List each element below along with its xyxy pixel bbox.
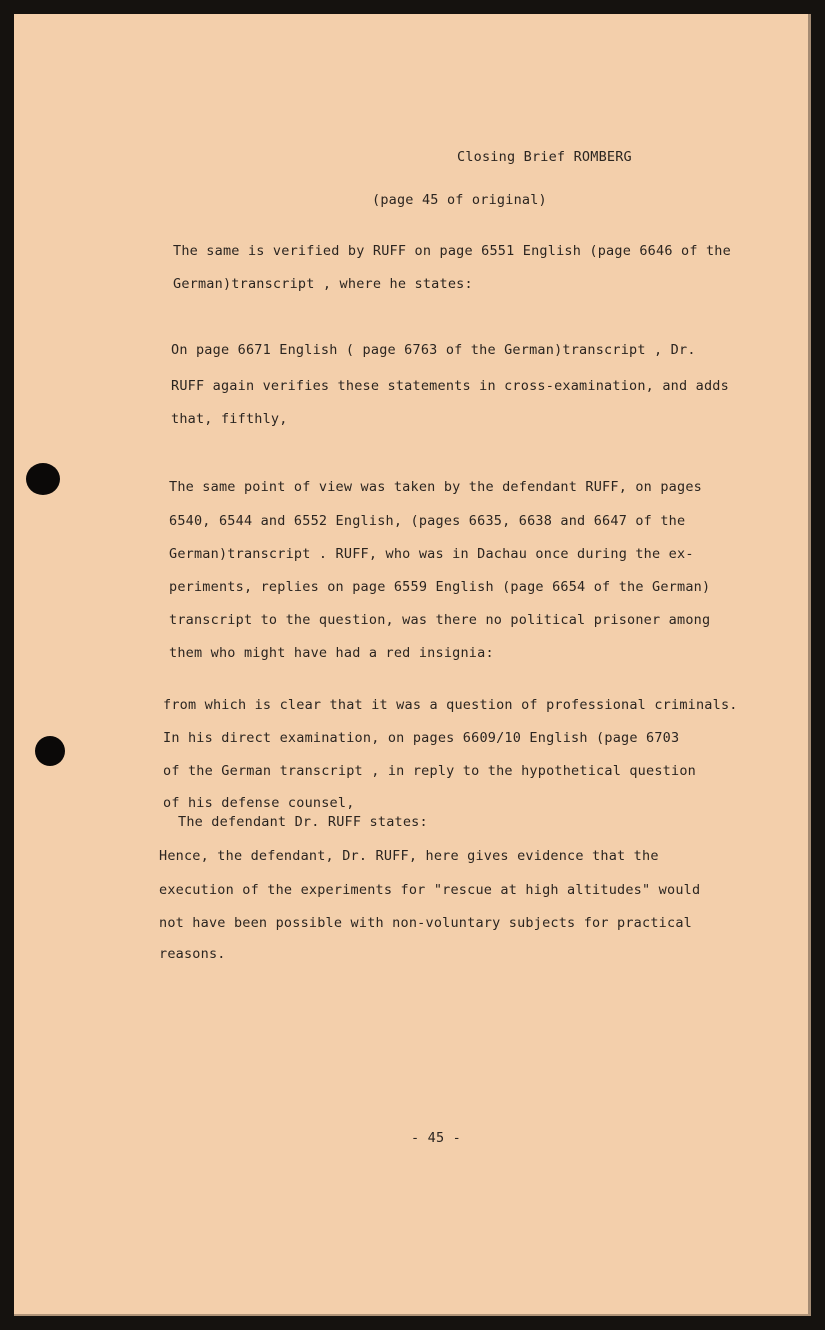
text-line: 6540, 6544 and 6552 English, (pages 6635, 6638 and 6647 of the: [169, 513, 686, 529]
text-line: Hence, the defendant, Dr. RUFF, here gives evidence that the: [159, 848, 659, 864]
text-line: not have been possible with non-voluntary subjects for practical: [159, 915, 692, 931]
punch-hole-bottom: [35, 736, 65, 766]
text-line: execution of the experiments for "rescue at high altitudes" would: [159, 882, 701, 898]
document-page: [14, 14, 811, 1316]
punch-hole-top: [26, 463, 60, 495]
text-line: transcript to the question, was there no political prisoner among: [169, 612, 711, 628]
text-line: that, fifthly,: [171, 411, 288, 427]
text-line: of his defense counsel,: [163, 795, 355, 811]
text-line: In his direct examination, on pages 6609/10 English (page 6703: [163, 730, 680, 746]
header-title: Closing Brief ROMBERG: [457, 149, 632, 165]
text-line: On page 6671 English ( page 6763 of the German)transcript , Dr.: [171, 342, 696, 358]
text-line: periments, replies on page 6559 English (page 6654 of the German): [169, 579, 711, 595]
text-line: reasons.: [159, 946, 226, 962]
text-line: from which is clear that it was a question of professional criminals.: [163, 697, 738, 713]
text-line: RUFF again verifies these statements in cross-examination, and adds: [171, 378, 729, 394]
page-number: - 45 -: [411, 1130, 461, 1146]
text-line: them who might have had a red insignia:: [169, 645, 494, 661]
text-line: of the German transcript , in reply to the hypothetical question: [163, 763, 696, 779]
text-line: The defendant Dr. RUFF states:: [178, 814, 428, 830]
text-line: German)transcript , where he states:: [173, 276, 473, 292]
text-line: German)transcript . RUFF, who was in Dachau once during the ex-: [169, 546, 694, 562]
text-line: The same point of view was taken by the defendant RUFF, on pages: [169, 479, 702, 495]
text-line: The same is verified by RUFF on page 6551 English (page 6646 of the: [173, 243, 731, 259]
header-subtitle: (page 45 of original): [372, 192, 547, 208]
